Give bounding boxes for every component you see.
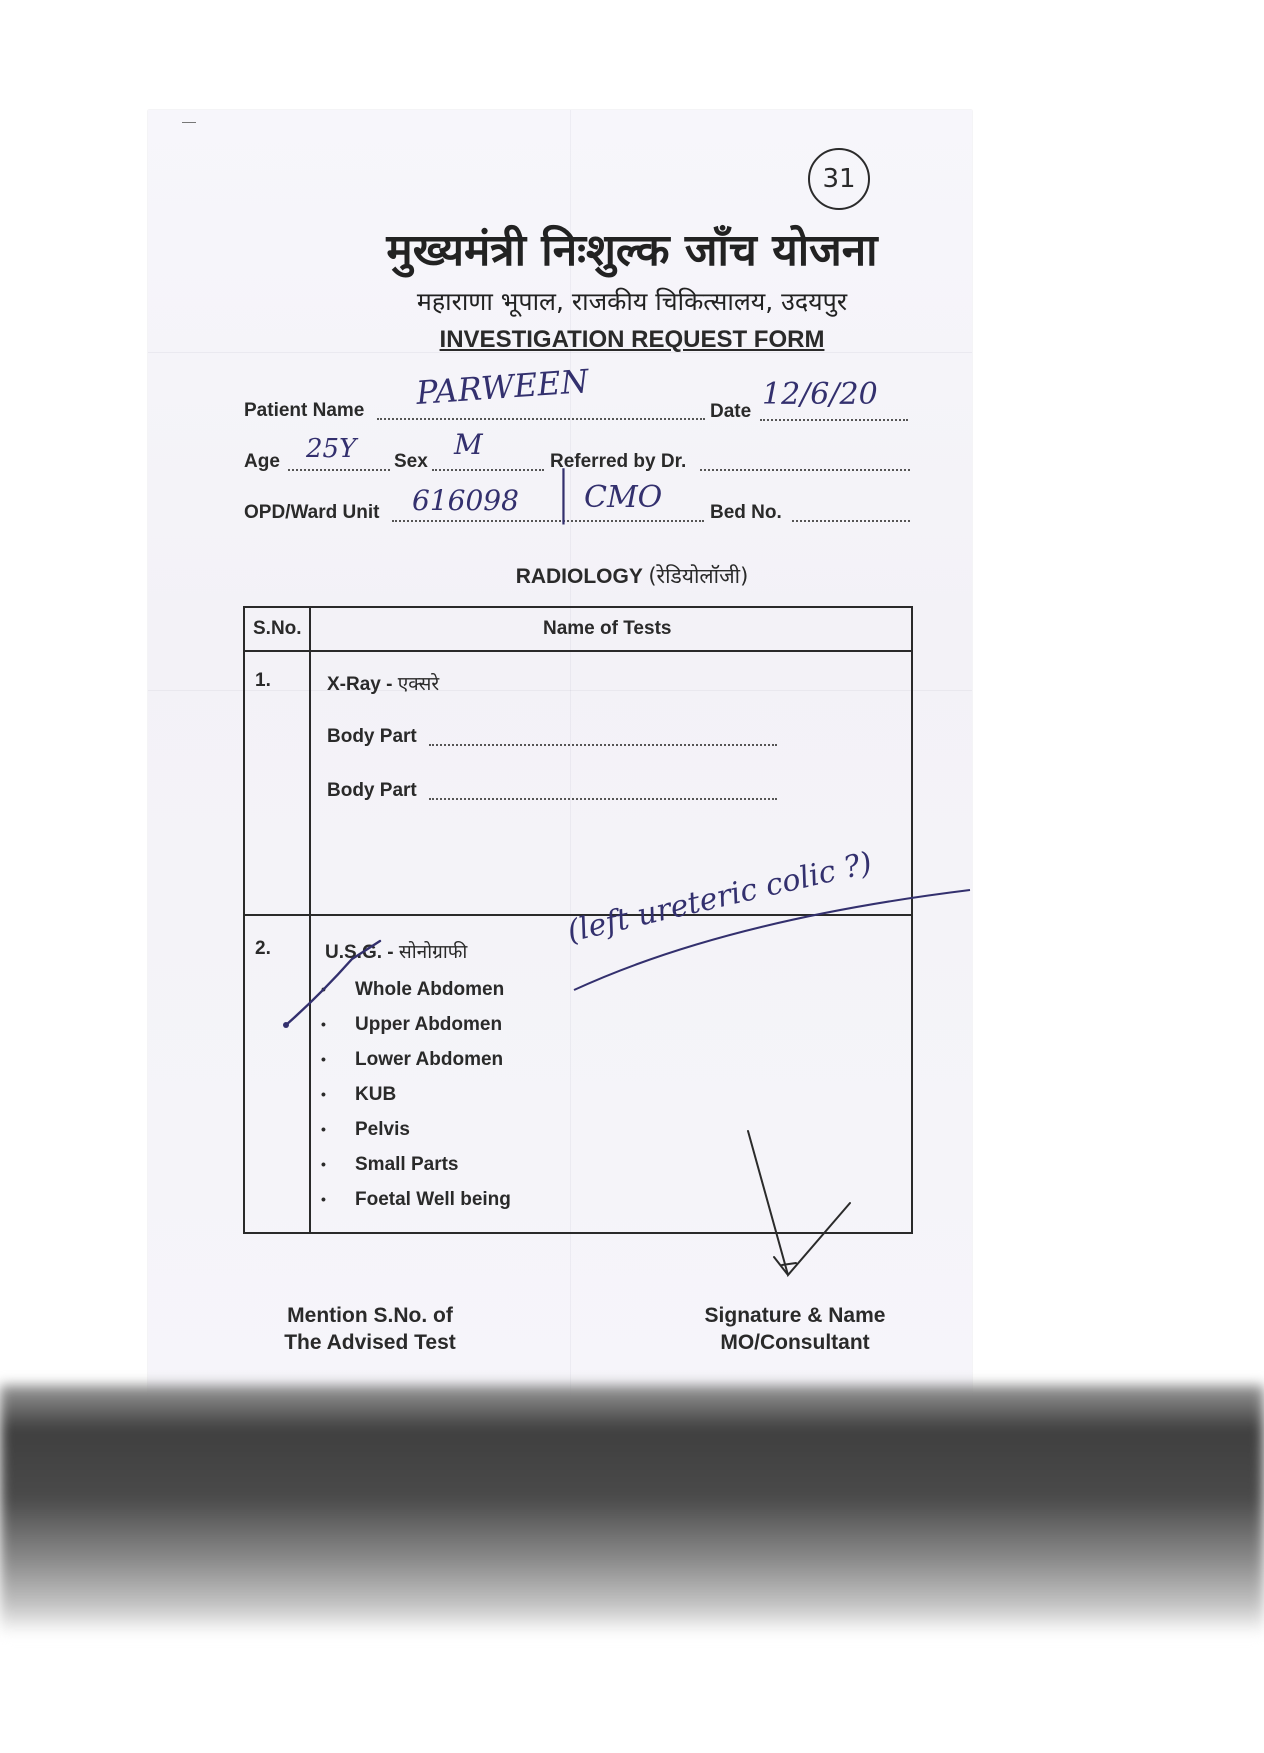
referred-by-label: Referred by Dr. — [550, 451, 687, 472]
corner-mark — [182, 122, 196, 123]
patient-name-value[interactable]: PARWEEN — [414, 362, 590, 412]
advised-test-note-line1: Mention S.No. of — [287, 1304, 453, 1327]
advised-test-note — [250, 1302, 490, 1356]
date-line — [760, 419, 908, 421]
bed-no-label: Bed No. — [710, 502, 782, 523]
radiology-heading — [0, 562, 1264, 590]
sex-value[interactable]: M — [454, 428, 483, 461]
usg-option[interactable]: • Small Parts — [319, 1147, 511, 1182]
handwritten-tick-mark — [280, 935, 400, 1035]
row-1-sno: 1. — [255, 670, 271, 691]
scan-blur-band — [0, 1385, 1264, 1635]
date-label: Date — [710, 401, 752, 422]
clinical-note-underline — [566, 880, 976, 1000]
radiology-heading-en: RADIOLOGY — [515, 565, 643, 588]
referred-by-line — [700, 469, 910, 471]
xray-test-label — [327, 670, 439, 696]
age-value[interactable]: 25Y — [306, 434, 357, 464]
usg-test-hi: सोनोग्राफी — [398, 941, 468, 963]
age-line — [288, 469, 390, 471]
usg-option[interactable]: • Foetal Well being — [319, 1182, 511, 1217]
usg-option[interactable]: • Pelvis — [319, 1112, 511, 1147]
usg-option-selected[interactable]: • Upper Abdomen — [319, 1007, 511, 1042]
bed-no-line — [792, 520, 910, 522]
consultant-signature — [738, 1125, 858, 1285]
body-part-label: Body Part — [327, 780, 417, 801]
serial-number-stamp — [808, 148, 870, 210]
patient-name-line — [377, 418, 705, 420]
xray-test-en: X-Ray - — [327, 674, 393, 695]
signature-caption-line1: Signature & Name — [704, 1304, 886, 1327]
opd-ward-unit-line — [392, 520, 704, 522]
sex-label: Sex — [394, 451, 428, 472]
age-label: Age — [244, 451, 280, 472]
table-column-divider — [309, 608, 311, 1232]
column-sno-header: S.No. — [253, 618, 302, 639]
form-title: INVESTIGATION REQUEST FORM — [439, 326, 825, 353]
column-tests-header: Name of Tests — [543, 618, 672, 639]
serial-number: 31 — [822, 164, 856, 194]
usg-option[interactable]: • Whole Abdomen — [319, 972, 511, 1007]
handwritten-separator: | — [558, 460, 569, 525]
scheme-title: मुख्यमंत्री निःशुल्क जाँच योजना — [386, 225, 878, 276]
usg-option[interactable]: • Lower Abdomen — [319, 1042, 511, 1077]
row-2-sno: 2. — [255, 938, 271, 959]
unit-value[interactable]: CMO — [584, 480, 663, 515]
patient-name-label: Patient Name — [244, 400, 365, 421]
body-part-line — [429, 744, 777, 746]
usg-test-en: U.S.G. - — [325, 942, 394, 963]
radiology-heading-hi: (रेडियोलॉजी) — [648, 564, 749, 588]
date-value[interactable]: 12/6/20 — [762, 377, 878, 412]
hospital-name: महाराणा भूपाल, राजकीय चिकित्सालय, उदयपुर — [416, 287, 848, 316]
opd-ward-unit-label: OPD/Ward Unit — [244, 502, 380, 523]
opd-number-value[interactable]: 616098 — [412, 484, 519, 517]
signature-caption-line2: MO/Consultant — [720, 1331, 870, 1354]
table-header-divider — [245, 650, 911, 652]
usg-option[interactable]: • KUB — [319, 1077, 511, 1112]
xray-test-hi: एक्सरे — [397, 673, 440, 695]
clinical-note: (left ureteric colic ?) — [564, 845, 876, 950]
advised-test-note-line2: The Advised Test — [284, 1331, 456, 1354]
body-part-label: Body Part — [327, 726, 417, 747]
body-part-line — [429, 798, 777, 800]
signature-caption — [670, 1302, 920, 1356]
sex-line — [432, 469, 544, 471]
